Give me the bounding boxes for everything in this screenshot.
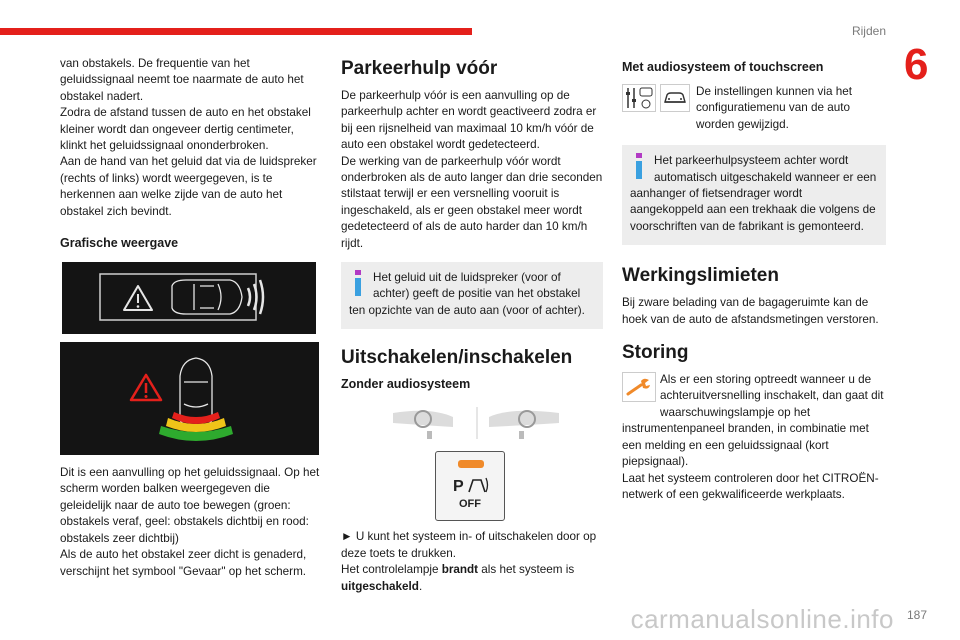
wrench-icon: [622, 372, 656, 407]
column-3: [622, 56, 886, 503]
info-icon: [349, 270, 367, 296]
column-1: [60, 56, 322, 580]
paragraph: Dit is een aanvulling op het geluidssignaal. Op het scherm worden balken weergegeven die geleidelijk naar de auto toe bewegen (groen: obstakels veraf, geel: obstakels dichtbij en rood: obstakels zeer dichtbij): [60, 466, 320, 545]
info-text: Het parkeerhulpsysteem achter wordt automatisch uitgeschakeld wanneer er een aanhanger of fietsendrager wordt aangekoppeld aan een trekhaak die volgens de voorschriften van de fabrikant is gemonteerd.: [630, 154, 877, 233]
off-label: OFF: [459, 498, 481, 511]
text-run: als het systeem is: [478, 563, 575, 577]
header-accent-bar: [0, 28, 472, 35]
paragraph: De parkeerhulp vóór is een aanvulling op de parkeerhulp achter en wordt geactiveerd zodra er bij een rijsnelheid van maximaal 10 km/h vóór de auto een obstakel wordt gedetecteerd.: [341, 89, 597, 152]
paragraph: Zodra de afstand tussen de auto en het obstakel kleiner wordt dan ongeveer dertig centimeter, klinkt het geluidssignaal ononderbroken.: [60, 106, 311, 153]
paragraph: Aan de hand van het geluid dat via de luidspreker (rechts of links) wordt weergegeven, is te herkennen aan welke zijde van de auto het obstakel zich bevindt.: [60, 155, 317, 218]
settings-row: [622, 84, 886, 133]
heading-front-parking-aid: Parkeerhulp vóór: [341, 58, 498, 79]
screen-image-monochrome: [62, 262, 316, 334]
text-run: Het controlelampje: [341, 563, 442, 577]
paragraph: Als er een storing optreedt wanneer u de achteruitversnelling inschakelt, dan gaat dit waarschuwingslampje op het instrumentenpaneel branden, in combinatie met een melding en een geluidssignaal (kort piepsignaal).: [622, 373, 884, 469]
paragraph: ► U kunt het systeem in- of uitschakelen door op deze toets te drukken.: [341, 530, 597, 560]
paragraph: Als de auto het obstakel zeer dicht is genaderd, verschijnt het symbool "Gevaar" op het scherm.: [60, 548, 307, 578]
paragraph: van obstakels. De frequentie van het geluidssignaal neemt toe naarmate de auto het obstakel nadert.: [60, 57, 304, 103]
fault-row: [622, 372, 886, 470]
page-number: 187: [906, 608, 927, 622]
paragraph: [341, 562, 603, 595]
heading-without-audio: Zonder audiosysteem: [341, 377, 471, 392]
column-2: [341, 56, 603, 595]
warning-triangle-icon: [124, 286, 152, 310]
settings-menu-icon: [622, 84, 656, 117]
section-title: Rijden: [851, 24, 886, 38]
paragraph: Bij zware belading van de bagageruimte kan de hoek van de auto de afstandsmetingen verstoren.: [622, 296, 879, 326]
watermark: carmanualsonline.info: [630, 604, 894, 634]
car-topview-icon: [172, 280, 242, 314]
heading-disable-enable: Uitschakelen/inschakelen: [341, 347, 573, 369]
info-box: [622, 145, 886, 245]
text-run: .: [418, 579, 423, 593]
park-sensor-off-button[interactable]: [435, 451, 505, 521]
paragraph: De werking van de parkeerhulp vóór wordt onderbroken als de auto langer dan drie seconden stilstaat terwijl er een versnelling vooruit is ingeschakeld, als er geen obstakel meer wordt gedetecteerd of als de auto harder dan 10 km/h rijdt.: [341, 154, 603, 250]
chapter-number: 6: [904, 40, 929, 89]
park-sensor-off-icon: [451, 474, 491, 496]
heading-limits: Werkingslimieten: [622, 265, 779, 287]
heading-fault: Storing: [622, 342, 689, 364]
indicator-light: [458, 460, 484, 468]
info-box: [341, 262, 603, 329]
screen-image-color: [60, 342, 319, 455]
heading-with-audio: Met audiosysteem of touchscreen: [622, 60, 824, 74]
heading-graphic-display: Grafische weergave: [60, 236, 179, 251]
steering-wheel-illustration: [391, 403, 603, 445]
info-icon: [630, 153, 648, 179]
info-text: Het geluid uit de luidspreker (voor of achter) geeft de positie van het obstakel ten opzichte van de auto aan (voor of achter).: [349, 271, 585, 317]
warning-triangle-icon: [131, 375, 161, 400]
text-run-bold: uitgeschakeld: [341, 579, 419, 593]
text-run-bold: brandt: [441, 563, 479, 577]
paragraph: De instellingen kunnen via het configuratiemenu van de auto worden gewijzigd.: [696, 85, 852, 131]
car-outline-icon: [660, 84, 690, 117]
paragraph: Laat het systeem controleren door het CITROËN-netwerk of een gekwalificeerde werkplaats.: [622, 471, 879, 501]
svg-text:P: P: [453, 478, 464, 496]
